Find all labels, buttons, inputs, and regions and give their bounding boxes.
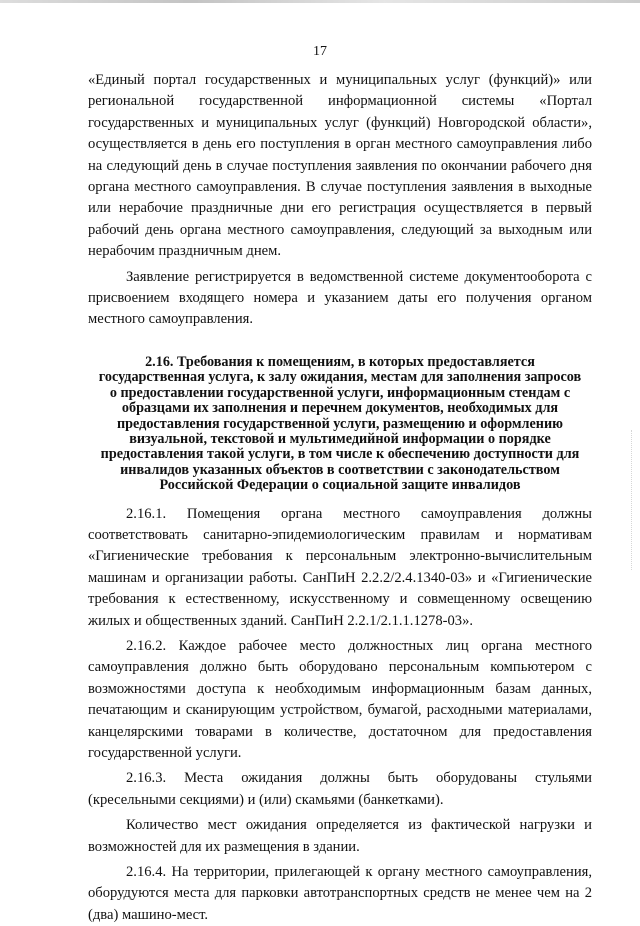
paragraph-registration: «Единый портал государственных и муниципальных услуг (функций)» или региональной государственной информационной системы «Портал государственных и муниципальных услуг (функций) Новгородской области», осуществляется в день его поступления в орган местного самоуправления либо на следующий день в случае поступления заявления по окончании рабочего дня органа местного самоуправления. В случае поступления заявления в выходные или нерабочие праздничные дни его регистрация осуществляется в первый рабочий день органа местного самоуправления, следующий за выходным или нерабочим праздничным днем.	[88, 72, 592, 260]
section-heading-2-16: 2.16. Требования к помещениям, в которых предоставляется государственная услуга, к залу ожидания, местам для заполнения запросов о предоставлении государственной услуги, информационным стендам с образцами их заполнения и перечнем документов, необходимых для предоставления государственной услуги, размещению и оформлению визуальной, текстовой и мультимедийной информации о порядке предоставления такой услуги, в том числе к обеспечению доступности для инвалидов указанных объектов в соответствии с законодательством Российской Федерации о социальной защите инвалидов	[98, 353, 582, 494]
document-body	[88, 70, 592, 926]
paragraph-2-16-1: 2.16.1. Помещения органа местного самоуправления должны соответствовать санитарно-эпидемиологическим правилам и нормативам «Гигиенические требования к персональным электронно-вычислительным машинам и организации работы. СанПиН 2.2.2/2.4.1340-03» и «Гигиенические требования к естественному, искусственному и совмещенному освещению жилых и общественных зданий. СанПиН 2.2.1/2.1.1.1278-03».	[88, 505, 592, 629]
paragraph-waiting-places-count: Количество мест ожидания определяется из фактической нагрузки и возможностей для их размещения в здании.	[88, 817, 592, 855]
paragraph-2-16-4: 2.16.4. На территории, прилегающей к органу местного самоуправления, оборудуются места для парковки автотранспортных средств не менее чем на 2 (два) машино-мест.	[88, 864, 592, 923]
page-number: 17	[313, 44, 327, 59]
paragraph-2-16-2: 2.16.2. Каждое рабочее место должностных лиц органа местного самоуправления должно быть оборудовано персональным компьютером с возможностями доступа к необходимым информационным базам данных, печатающим и сканирующим устройством, бумагой, расходными материалами, канцелярскими товарами в количестве, достаточном для предоставления государственной услуги.	[88, 637, 592, 761]
paragraph-2-16-3: 2.16.3. Места ожидания должны быть оборудованы стульями (кресельными секциями) и (или) скамьями (банкетками).	[88, 770, 592, 808]
scan-edge-marks	[631, 430, 638, 570]
paragraph-registration-system: Заявление регистрируется в ведомственной системе документооборота с присвоением входящего номера и указанием даты его получения органом местного самоуправления.	[88, 268, 592, 328]
scan-top-edge	[0, 0, 640, 3]
